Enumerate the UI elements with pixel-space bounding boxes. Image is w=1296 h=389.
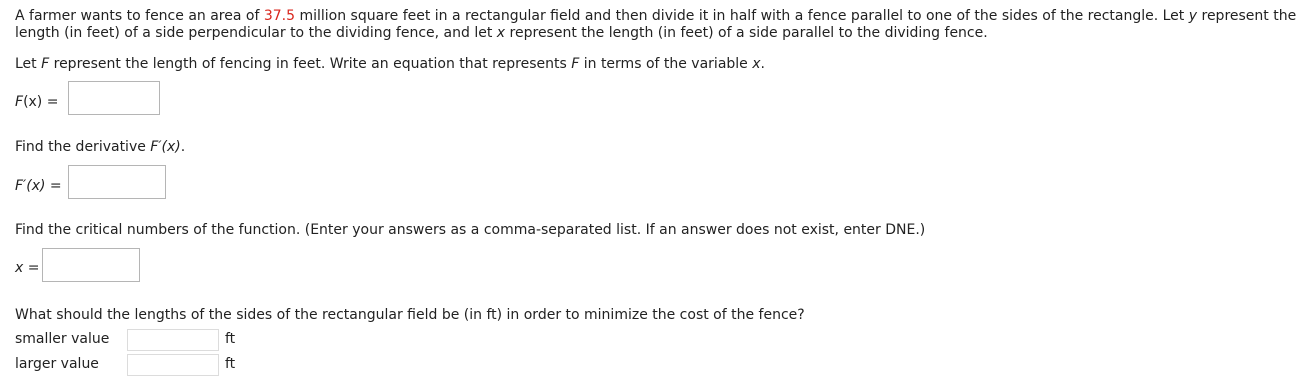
- problem-text: length (in feet) of a side perpendicular to the dividing fence, and let: [15, 25, 497, 41]
- variable-y: y: [1188, 8, 1198, 24]
- unit-ft: ft: [225, 356, 236, 372]
- prompt-text: Find the derivative: [15, 139, 151, 155]
- critical-numbers-prompt: Find the critical numbers of the function. (Enter your answers as a comma-separated list. If an answer does not exist, enter DNE.): [15, 222, 926, 238]
- dimensions-prompt: What should the lengths of the sides of the rectangular field be (in ft) in order to minimize the cost of the fence?: [15, 307, 805, 323]
- prompt-text: .: [180, 139, 186, 155]
- problem-line-2: [15, 25, 988, 41]
- problem-text: A farmer wants to fence an area of: [15, 8, 264, 24]
- derivative-prompt: [15, 139, 185, 155]
- instruction-text: Let: [15, 56, 42, 72]
- variable-F: F: [41, 56, 50, 72]
- variable-x: x: [496, 25, 506, 41]
- larger-value-label: larger value: [15, 356, 99, 372]
- instruction-text: in terms of the variable: [579, 56, 753, 72]
- label-fprime: F′(x): [15, 178, 46, 194]
- problem-line-1: [15, 8, 1296, 24]
- instruction-text: .: [760, 56, 765, 72]
- label-x: x: [15, 260, 24, 276]
- fx-label: [15, 94, 58, 110]
- x-label: [15, 260, 39, 276]
- instruction-line: [15, 56, 765, 72]
- fprime-label: [15, 178, 62, 194]
- equals-sign: =: [27, 260, 40, 276]
- problem-text: represent the length (in feet) of a side parallel to the dividing fence.: [505, 25, 988, 41]
- variable-F: F: [571, 56, 580, 72]
- problem-text: million square feet in a rectangular field and then divide it in half with a fence parallel to one of the sides of the rectangle. Let: [295, 8, 1189, 24]
- critical-numbers-input[interactable]: [42, 248, 140, 282]
- derivative-notation: F′(x): [150, 139, 181, 155]
- equals-sign: =: [49, 178, 62, 194]
- fx-input[interactable]: [68, 81, 160, 115]
- larger-value-input[interactable]: [127, 354, 219, 376]
- area-value: 37.5: [263, 8, 296, 24]
- equals-sign: =: [46, 94, 59, 110]
- problem-text: represent the: [1197, 8, 1296, 24]
- unit-ft: ft: [225, 331, 236, 347]
- smaller-value-label: smaller value: [15, 331, 110, 347]
- fprime-input[interactable]: [68, 165, 166, 199]
- label-F: F: [15, 94, 24, 110]
- variable-x: x: [752, 56, 761, 72]
- smaller-value-input[interactable]: [127, 329, 219, 351]
- label-args: (x): [23, 94, 43, 110]
- instruction-text: represent the length of fencing in feet. Write an equation that represents: [49, 56, 572, 72]
